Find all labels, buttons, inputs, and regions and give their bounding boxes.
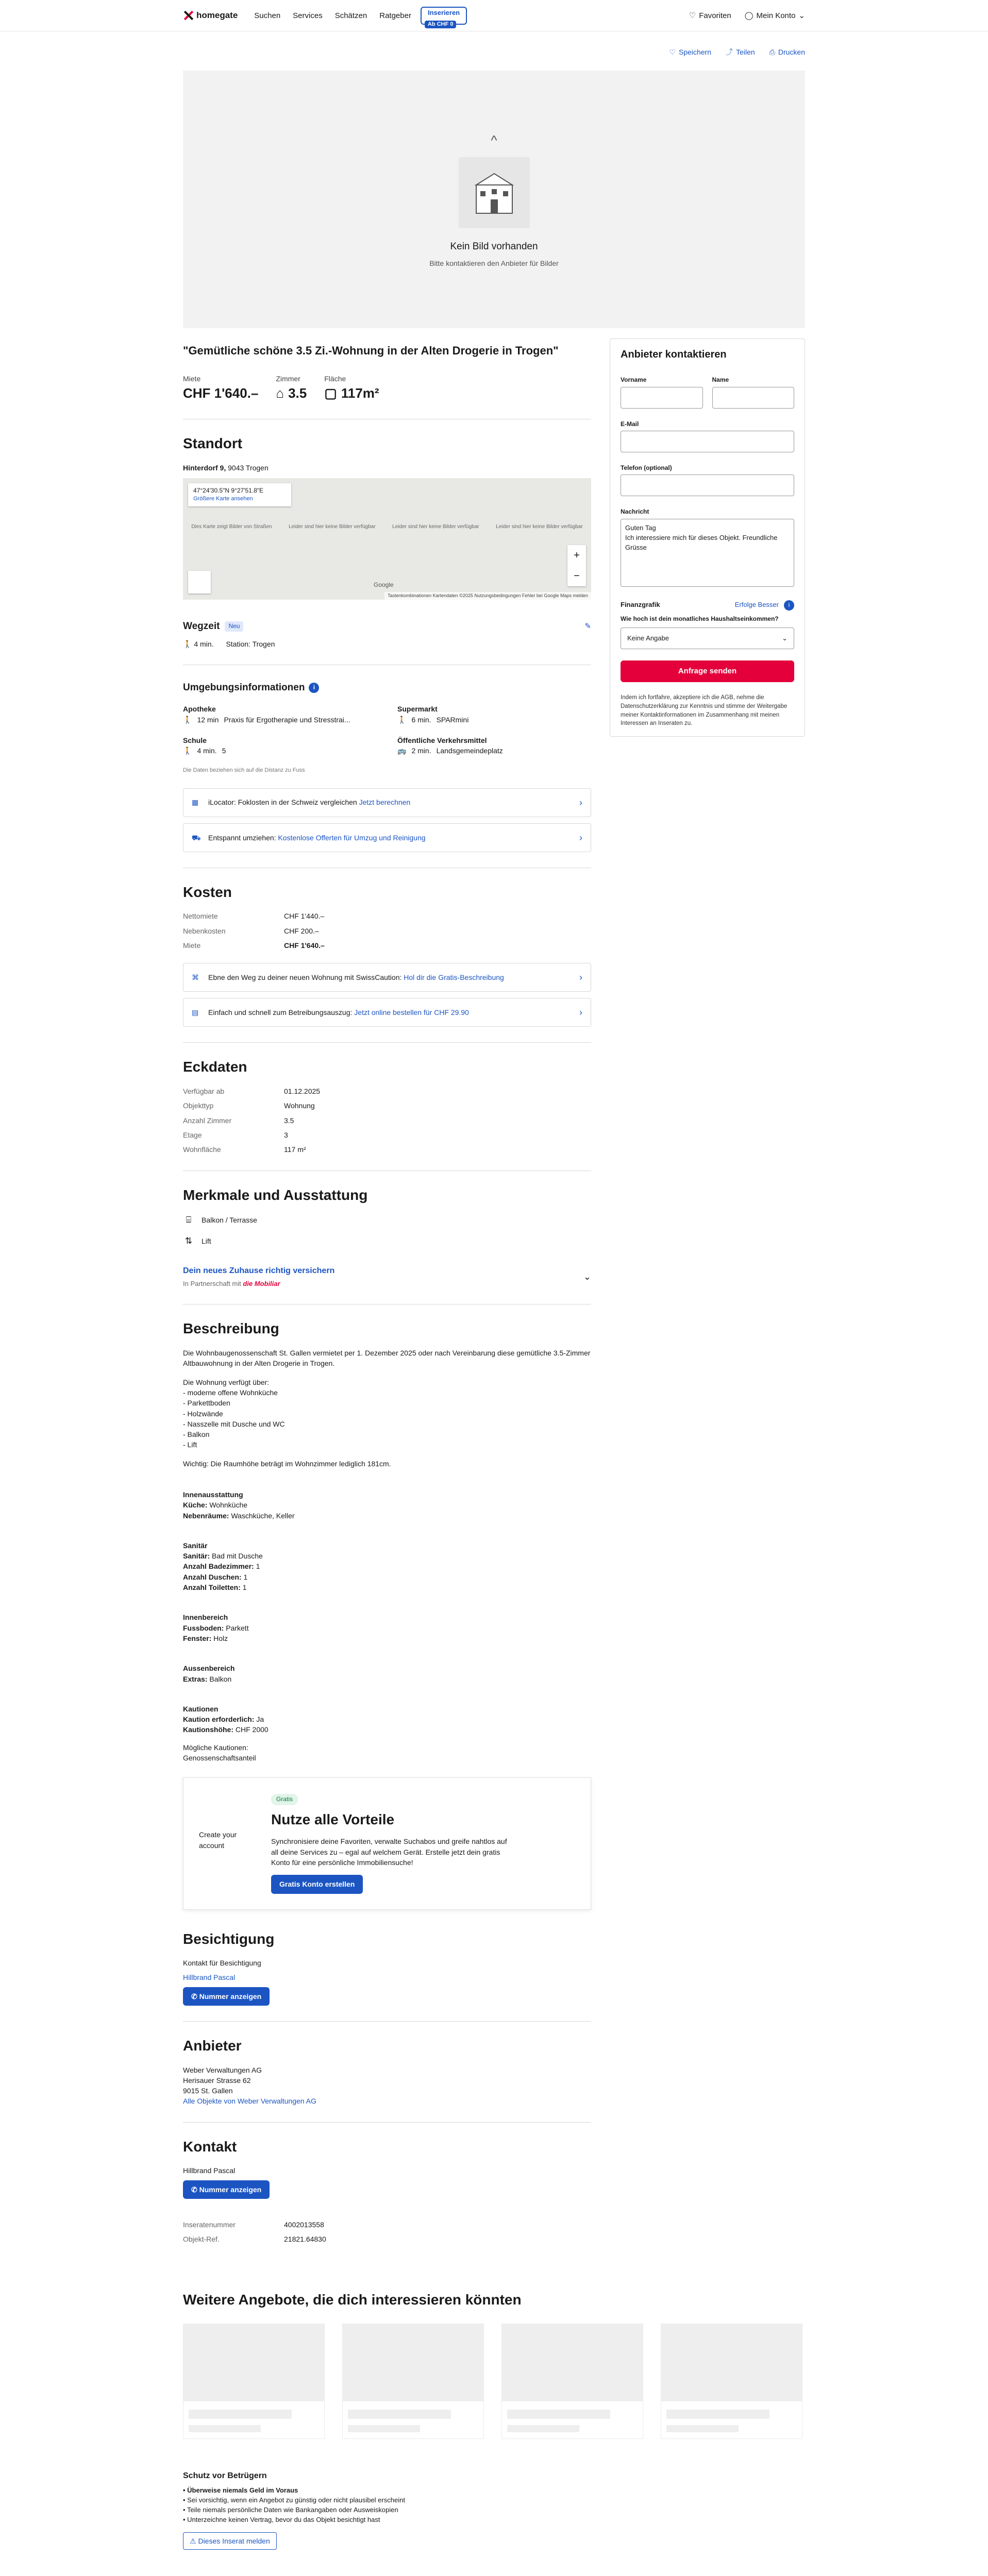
heart-icon: ♡ — [669, 48, 676, 56]
user-icon: ◯ — [744, 11, 753, 20]
print-button[interactable]: ⎙ Drucken — [769, 47, 805, 57]
divider — [183, 2021, 591, 2022]
income-select[interactable]: Keine Angabe ⌄ — [621, 628, 794, 649]
nav-suchen[interactable]: Suchen — [254, 11, 281, 20]
building-icon — [459, 157, 530, 228]
info-icon[interactable]: i — [784, 600, 794, 611]
show-number-button[interactable]: ✆ Nummer anzeigen — [183, 1987, 270, 2006]
feature-balcony: ⌸ Balkon / Terrasse — [183, 1214, 591, 1227]
account-menu[interactable]: ◯ Mein Konto ⌄ — [745, 10, 805, 22]
fraud-protection: Schutz vor Betrügern • Überweise niemals Geld im Voraus • Sei vorsichtig, wenn ein Angebot zu günstig oder nicht plausibel erscheint • Teile niemals persönliche Daten wie Bankangaben oder Ausweiskopien • Unterzeichne keinen Vertrag, bevor du das Objekt besichtigt hast ⚠ Dieses Inserat melden — [183, 2470, 805, 2550]
provider-heading: Anbieter — [183, 2037, 242, 2054]
new-badge: Neu — [225, 621, 243, 631]
listing-ids: Inseratenummer 4002013558 Objekt-Ref. 21821.64830 — [183, 2220, 326, 2244]
share-button[interactable]: ⤴ Teilen — [726, 47, 755, 57]
features-heading: Merkmale und Ausstattung — [183, 1187, 368, 1203]
balcony-icon: ⌸ — [186, 1215, 192, 1225]
message-textarea[interactable]: Guten Tag Ich interessiere mich für dieses Objekt. Freundliche Grüsse — [621, 519, 794, 587]
amenity-school: Schule 🚶 4 min. 5 — [183, 735, 377, 756]
contact-heading: Kontakt — [183, 2138, 237, 2155]
distance-note: Die Daten beziehen sich auf die Distanz zu Fuss — [183, 767, 305, 773]
first-name-input[interactable] — [621, 387, 703, 409]
phone-input[interactable] — [621, 474, 794, 496]
zoom-in-icon[interactable]: + — [574, 549, 580, 561]
main-column: "Gemütliche schöne 3.5 Zi.-Wohnung in der Alten Drogerie in Trogen" Miete CHF 1'640.– Zimmer ⌂ 3.5 Fläche ▢ 117m² Standort Hinterdorf 9, 9043 Trogen 47°24'30.5"N 9°27'51.8"E Größere Karte ansehen Dies Karte zeigt Bilder von Straßen Leider sind hier keine Bilder verfügbar Leider sind hier keine Bilder verfügbar Leider sind hier keine Bilder verfügbar + − Google Tastenkombinationen Kartendaten ©2025 Nutzungsbedingungen Fehler bei Google Maps melden Wegzeit Neu ✎ 🚶 4 min. Station: Trogen Umgebungsinformationen i Apotheke 🚶 12 min Praxis für Ergotherapie und Stresstrai... Supermarkt 🚶 6 min. SPARmini Schule 🚶 4 min. 5 Öffentliche Verkehrsmittel 🚌 2 min. Landsgemeindeplatz Die Daten beziehen sich auf die Distanz zu Fuss ▦ iLocator: Foklosten in der Schweiz vergleichen Jetzt berechnen › ⛟ Entspannt umziehen: Kostenlose Offerten für Umzug und Reinigung › Kosten Nettomiete CHF 1'440.– Nebenkosten CHF 200.– Miete CHF 1'640.– ⌘ Ebne den Weg zu deiner neuen Wohnung mit SwissCaution: Hol dir die Gratis-Beschreibung › ▤ Einfach und schnell zum Betreibungsauszug: Jetzt online bestellen für CHF 29.90 › Eckdaten Verfügbar ab 01.12.2025 Objekttyp Wohnung Anzahl Zimmer 3.5 Etage 3 Wohnfläche 117 m² Merkmale und Ausstattung ⌸ Balkon / Terrasse ⇅ Lift Dein neues Zuhause richtig versichern In Partnerschaft mit die Mobiliar ⌄ Beschreibung Die Wohnbaugenossenschaft St. Gallen vermietet per 1. Dezember 2025 oder nach Vereinbarung diese gemütliche 3.5-Zimmer Altbauwohnung in der Alten Drogerie in Trogen. Die Wohnung verfügt über: - moderne offene Wohnküche - Parkettboden - Holzwände - Nasszelle mit Dusche und WC - Balkon - Lift Wichtig: Die Raumhöhe beträgt im Wohnzimmer lediglich 181cm. Innenausstattung Küche: Wohnküche Nebenräume: Waschküche, Keller Sanitär Sanitär: Bad mit Dusche Anzahl Badezimmer: 1 Anzahl Duschen: 1 Anzahl Toiletten: 1 Innenbereich Fussboden: Parkett Fenster: Holz Aussenbereich Extras: Balkon Kautionen Kaution erforderlich: Ja Kautionshöhe: CHF 2000 Mögliche Kautionen: Genossenschaftsanteil Create your account Gratis Nutze alle Vorteile Synchronisiere deine Favoriten, verwalte Suchabos und greife nahtlos auf all deine Services zu – egal auf welchem Gerät. Erstelle jetzt dein gratis Konto für eine persönliche Immobiliensuche! Gratis Konto erstellen Besichtigung Kontakt für Besichtigung Hillbrand Pascal ✆ Nummer anzeigen Anbieter Weber Verwaltungen AG Herisauer Strasse 62 9015 St. Gallen Alle Objekte von Weber Verwaltungen AG Kontakt Hillbrand Pascal ✆ Nummer anzeigen Inseratenummer 4002013558 Objekt-Ref. 21821.64830 — [183, 338, 591, 2244]
moving-promo[interactable]: ⛟ Entspannt umziehen: Kostenlose Offerten für Umzug und Reinigung › — [183, 823, 591, 852]
document-icon: ▤ — [192, 1008, 199, 1017]
mobiliar-logo: die Mobiliar — [243, 1279, 280, 1287]
insert-button[interactable]: Inserieren Ab CHF 0 — [421, 7, 467, 25]
legal-text: Indem ich fortfahre, akzeptiere ich die AGB, nehme die Datenschutzerklärung zur Kenntnis und stimme der Weitergabe meiner Kontaktinformationen im Zusammenhang mit meinen Interessen an Inseraten zu. — [621, 694, 788, 727]
details-table: Verfügbar ab 01.12.2025 Objekttyp Wohnung Anzahl Zimmer 3.5 Etage 3 Wohnfläche 117 m² — [183, 1087, 321, 1154]
walk-icon: 🚶 — [183, 639, 192, 648]
amenity-pharmacy: Apotheke 🚶 12 min Praxis für Ergotherapie und Stresstrai... — [183, 704, 377, 725]
details-heading: Eckdaten — [183, 1059, 247, 1075]
finance-row: Finanzgrafik Erfolge Besser i — [621, 600, 794, 611]
divider — [183, 1042, 591, 1043]
fraud-heading: Schutz vor Betrügern — [183, 2471, 267, 2481]
lift-icon: ⇅ — [185, 1235, 193, 1246]
insurance-promo[interactable]: Dein neues Zuhause richtig versichern In Partnerschaft mit die Mobiliar ⌄ — [183, 1266, 591, 1287]
walk-icon: 🚶 — [397, 715, 407, 724]
surroundings-heading: Umgebungsinformationen i — [183, 681, 591, 695]
provider-listings-link[interactable]: Alle Objekte von Weber Verwaltungen AG — [183, 2097, 316, 2106]
insert-badge: Ab CHF 0 — [425, 21, 457, 28]
sidebar — [610, 338, 805, 2244]
feature-lift: ⇅ Lift — [183, 1235, 591, 1248]
map-attribution: Tastenkombinationen Kartendaten ©2025 Nutzungsbedingungen Fehler bei Google Maps melden — [384, 592, 591, 600]
last-name-input[interactable] — [712, 387, 795, 409]
image-placeholder — [183, 71, 805, 328]
phone-icon: ✆ — [191, 2185, 197, 2194]
heart-icon: ♡ — [689, 11, 696, 20]
calculator-icon: ▦ — [192, 798, 199, 807]
print-icon: ⎙ — [769, 48, 775, 56]
report-listing-button[interactable]: ⚠ Dieses Inserat melden — [183, 2532, 277, 2550]
finance-link[interactable]: Erfolge Besser — [734, 601, 779, 609]
chevron-down-icon: ⌄ — [798, 11, 805, 20]
create-account-button[interactable]: Gratis Konto erstellen — [271, 1875, 363, 1893]
contact-form: Anbieter kontaktieren Vorname Name E-Mail Telefon (optional) Nachricht Guten Tag Ich interessiere mich für dieses Objekt. Freundliche Grüsse Finanzgrafik Erfolge Besser i Wie hoch ist dein monatliches Haushaltseinkommen? Keine Angabe ⌄ Anfrage senden Indem ich fortfahre, akzeptiere ich die AGB, nehme die Datenschutzerklärung zur Kenntnis und stimme der Weitergabe meiner Kontaktinformationen im Zusammenhang mit meinen Interessen an Inseraten zu. — [610, 338, 805, 737]
key-facts: Miete CHF 1'640.– Zimmer ⌂ 3.5 Fläche ▢ 117m² — [183, 374, 591, 403]
chevron-right-icon: › — [579, 972, 582, 983]
send-request-button[interactable]: Anfrage senden — [621, 660, 794, 682]
key-icon: ⌘ — [192, 973, 199, 982]
desc-block-deposit: Kautionen Kaution erforderlich: Ja Kautionshöhe: CHF 2000 — [183, 1704, 269, 1734]
chevron-right-icon: › — [579, 797, 582, 808]
contact-name: Hillbrand Pascal — [183, 2166, 236, 2175]
more-offers-heading: Weitere Angebote, die dich interessieren könnten — [183, 2291, 522, 2308]
map[interactable] — [183, 478, 591, 600]
commute-header: Wegzeit Neu ✎ — [183, 621, 591, 632]
description-heading: Beschreibung — [183, 1320, 279, 1337]
free-badge: Gratis — [271, 1794, 298, 1805]
costs-heading: Kosten — [183, 884, 232, 900]
bus-icon: 🚌 — [397, 747, 407, 755]
offer-card-placeholder[interactable] — [501, 2324, 643, 2439]
viewing-heading: Besichtigung — [183, 1930, 275, 1947]
zoom-out-icon[interactable]: − — [574, 570, 580, 582]
provider-address: Weber Verwaltungen AG Herisauer Strasse 62 9015 St. Gallen Alle Objekte von Weber Verwaltungen AG — [183, 2065, 591, 2107]
chevron-down-icon: ⌄ — [583, 1272, 591, 1282]
desc-block-indoor: Innenbereich Fussboden: Parkett Fenster: Holz — [183, 1613, 249, 1642]
walk-icon: 🚶 — [183, 715, 192, 724]
chevron-right-icon: › — [579, 832, 582, 843]
share-icon: ⤴ — [726, 48, 733, 56]
desc-block-outdoor: Aussenbereich Extras: Balkon — [183, 1664, 235, 1683]
contact-form-heading: Anbieter kontaktieren — [621, 349, 727, 361]
walk-icon: 🚶 — [183, 747, 192, 755]
info-icon[interactable]: i — [309, 683, 319, 693]
nav-services[interactable]: Services — [293, 11, 323, 20]
rent-value: CHF 1'640.– — [183, 385, 259, 401]
rooms-value: 3.5 — [288, 385, 307, 401]
location-heading: Standort — [183, 435, 243, 452]
map-info-card: 47°24'30.5"N 9°27'51.8"E Größere Karte ansehen — [188, 483, 291, 506]
site-header — [0, 0, 988, 31]
divider — [183, 2122, 591, 2123]
offer-card-placeholder[interactable] — [183, 2324, 325, 2439]
google-logo: Google — [374, 581, 394, 588]
ilocator-promo[interactable]: ▦ iLocator: Foklosten in der Schweiz vergleichen Jetzt berechnen › — [183, 788, 591, 817]
warning-icon: ⚠ — [190, 2536, 196, 2545]
map-zoom-controls — [567, 545, 586, 586]
chevron-up-icon: ^ — [491, 132, 497, 148]
more-offers — [183, 2291, 805, 2439]
street-view-strip: Dies Karte zeigt Bilder von Straßen Leider sind hier keine Bilder verfügbar Leider sind hier keine Bilder verfügbar Leider sind hier keine Bilder verfügbar — [191, 524, 583, 530]
debt-extract-promo[interactable]: ▤ Einfach und schnell zum Betreibungsauszug: Jetzt online bestellen für CHF 29.90 › — [183, 998, 591, 1027]
address: Hinterdorf 9, 9043 Trogen — [183, 463, 269, 472]
save-button[interactable]: ♡ Speichern — [669, 47, 711, 57]
listing-actions — [183, 31, 805, 71]
chevron-right-icon: › — [579, 1007, 582, 1018]
commute-row: 🚶 4 min. Station: Trogen — [183, 639, 275, 648]
offer-card-placeholder[interactable] — [661, 2324, 802, 2439]
show-number-button[interactable]: ✆ Nummer anzeigen — [183, 2180, 270, 2199]
amenity-transport: Öffentliche Verkehrsmittel 🚌 2 min. Landsgemeindeplatz — [397, 735, 591, 756]
account-illustration: Create your account — [199, 1831, 237, 1850]
viewing-contact-name[interactable]: Hillbrand Pascal — [183, 1973, 236, 1982]
truck-icon: ⛟ — [192, 833, 201, 842]
surroundings-grid — [183, 704, 591, 756]
homegate-logo[interactable]: homegate — [183, 9, 238, 22]
area-icon: ▢ — [324, 385, 337, 401]
amenity-supermarket: Supermarkt 🚶 6 min. SPARmini — [397, 704, 591, 725]
desc-block-sanitary: Sanitär Sanitär: Bad mit Dusche Anzahl Badezimmer: 1 Anzahl Duschen: 1 Anzahl Toiletten: 1 — [183, 1541, 263, 1592]
main-nav — [254, 10, 411, 22]
description: Beschreibung Die Wohnbaugenossenschaft St. Gallen vermietet per 1. Dezember 2025 oder nach Vereinbarung diese gemütliche 3.5-Zimmer Altbauwohnung in der Alten Drogerie in Trogen. Die Wohnung verfügt über: - moderne offene Wohnküche - Parkettboden - Holzwände - Nasszelle mit Dusche und WC - Balkon - Lift Wichtig: Die Raumhöhe beträgt im Wohnzimmer lediglich 181cm. Innenausstattung Küche: Wohnküche Nebenräume: Waschküche, Keller Sanitär Sanitär: Bad mit Dusche Anzahl Badezimmer: 1 Anzahl Duschen: 1 Anzahl Toiletten: 1 Innenbereich Fussboden: Parkett Fenster: Holz Aussenbereich Extras: Balkon Kautionen Kaution erforderlich: Ja Kautionshöhe: CHF 2000 Mögliche Kautionen: Genossenschaftsanteil — [183, 1320, 591, 1762]
favorites-link[interactable]: ♡ Favoriten — [689, 10, 731, 22]
desc-block-interior: Innenausstattung Küche: Wohnküche Nebenräume: Waschküche, Keller — [183, 1490, 295, 1520]
no-image-text: Kein Bild vorhanden — [450, 241, 538, 252]
nav-ratgeber[interactable]: Ratgeber — [379, 11, 411, 20]
larger-map-link[interactable]: Größere Karte ansehen — [193, 496, 253, 502]
nav-schaetzen[interactable]: Schätzen — [334, 11, 367, 20]
rooms-icon: ⌂ — [276, 385, 284, 401]
email-input[interactable] — [621, 431, 794, 452]
no-image-hint: Bitte kontaktieren den Anbieter für Bilder — [429, 259, 559, 267]
costs-table: Nettomiete CHF 1'440.– Nebenkosten CHF 200.– Miete CHF 1'640.– — [183, 912, 325, 950]
swisscaution-promo[interactable]: ⌘ Ebne den Weg zu deiner neuen Wohnung mit SwissCaution: Hol dir die Gratis-Beschreibung › — [183, 963, 591, 992]
area-value: 117m² — [341, 385, 379, 401]
logo-icon — [183, 10, 193, 21]
edit-icon[interactable]: ✎ — [584, 621, 591, 631]
street-view-pegman[interactable] — [188, 571, 211, 594]
account-cta: Create your account Gratis Nutze alle Vorteile Synchronisiere deine Favoriten, verwalte Suchabos und greife nahtlos auf all deine Services zu – egal auf welchem Gerät. Erstelle jetzt dein gratis Konto für eine persönliche Immobiliensuche! Gratis Konto erstellen — [183, 1777, 591, 1909]
chevron-down-icon: ⌄ — [782, 634, 788, 642]
phone-icon: ✆ — [191, 1992, 197, 2001]
listing-title: "Gemütliche schöne 3.5 Zi.-Wohnung in der Alten Drogerie in Trogen" — [183, 344, 559, 358]
offer-card-placeholder[interactable] — [342, 2324, 484, 2439]
